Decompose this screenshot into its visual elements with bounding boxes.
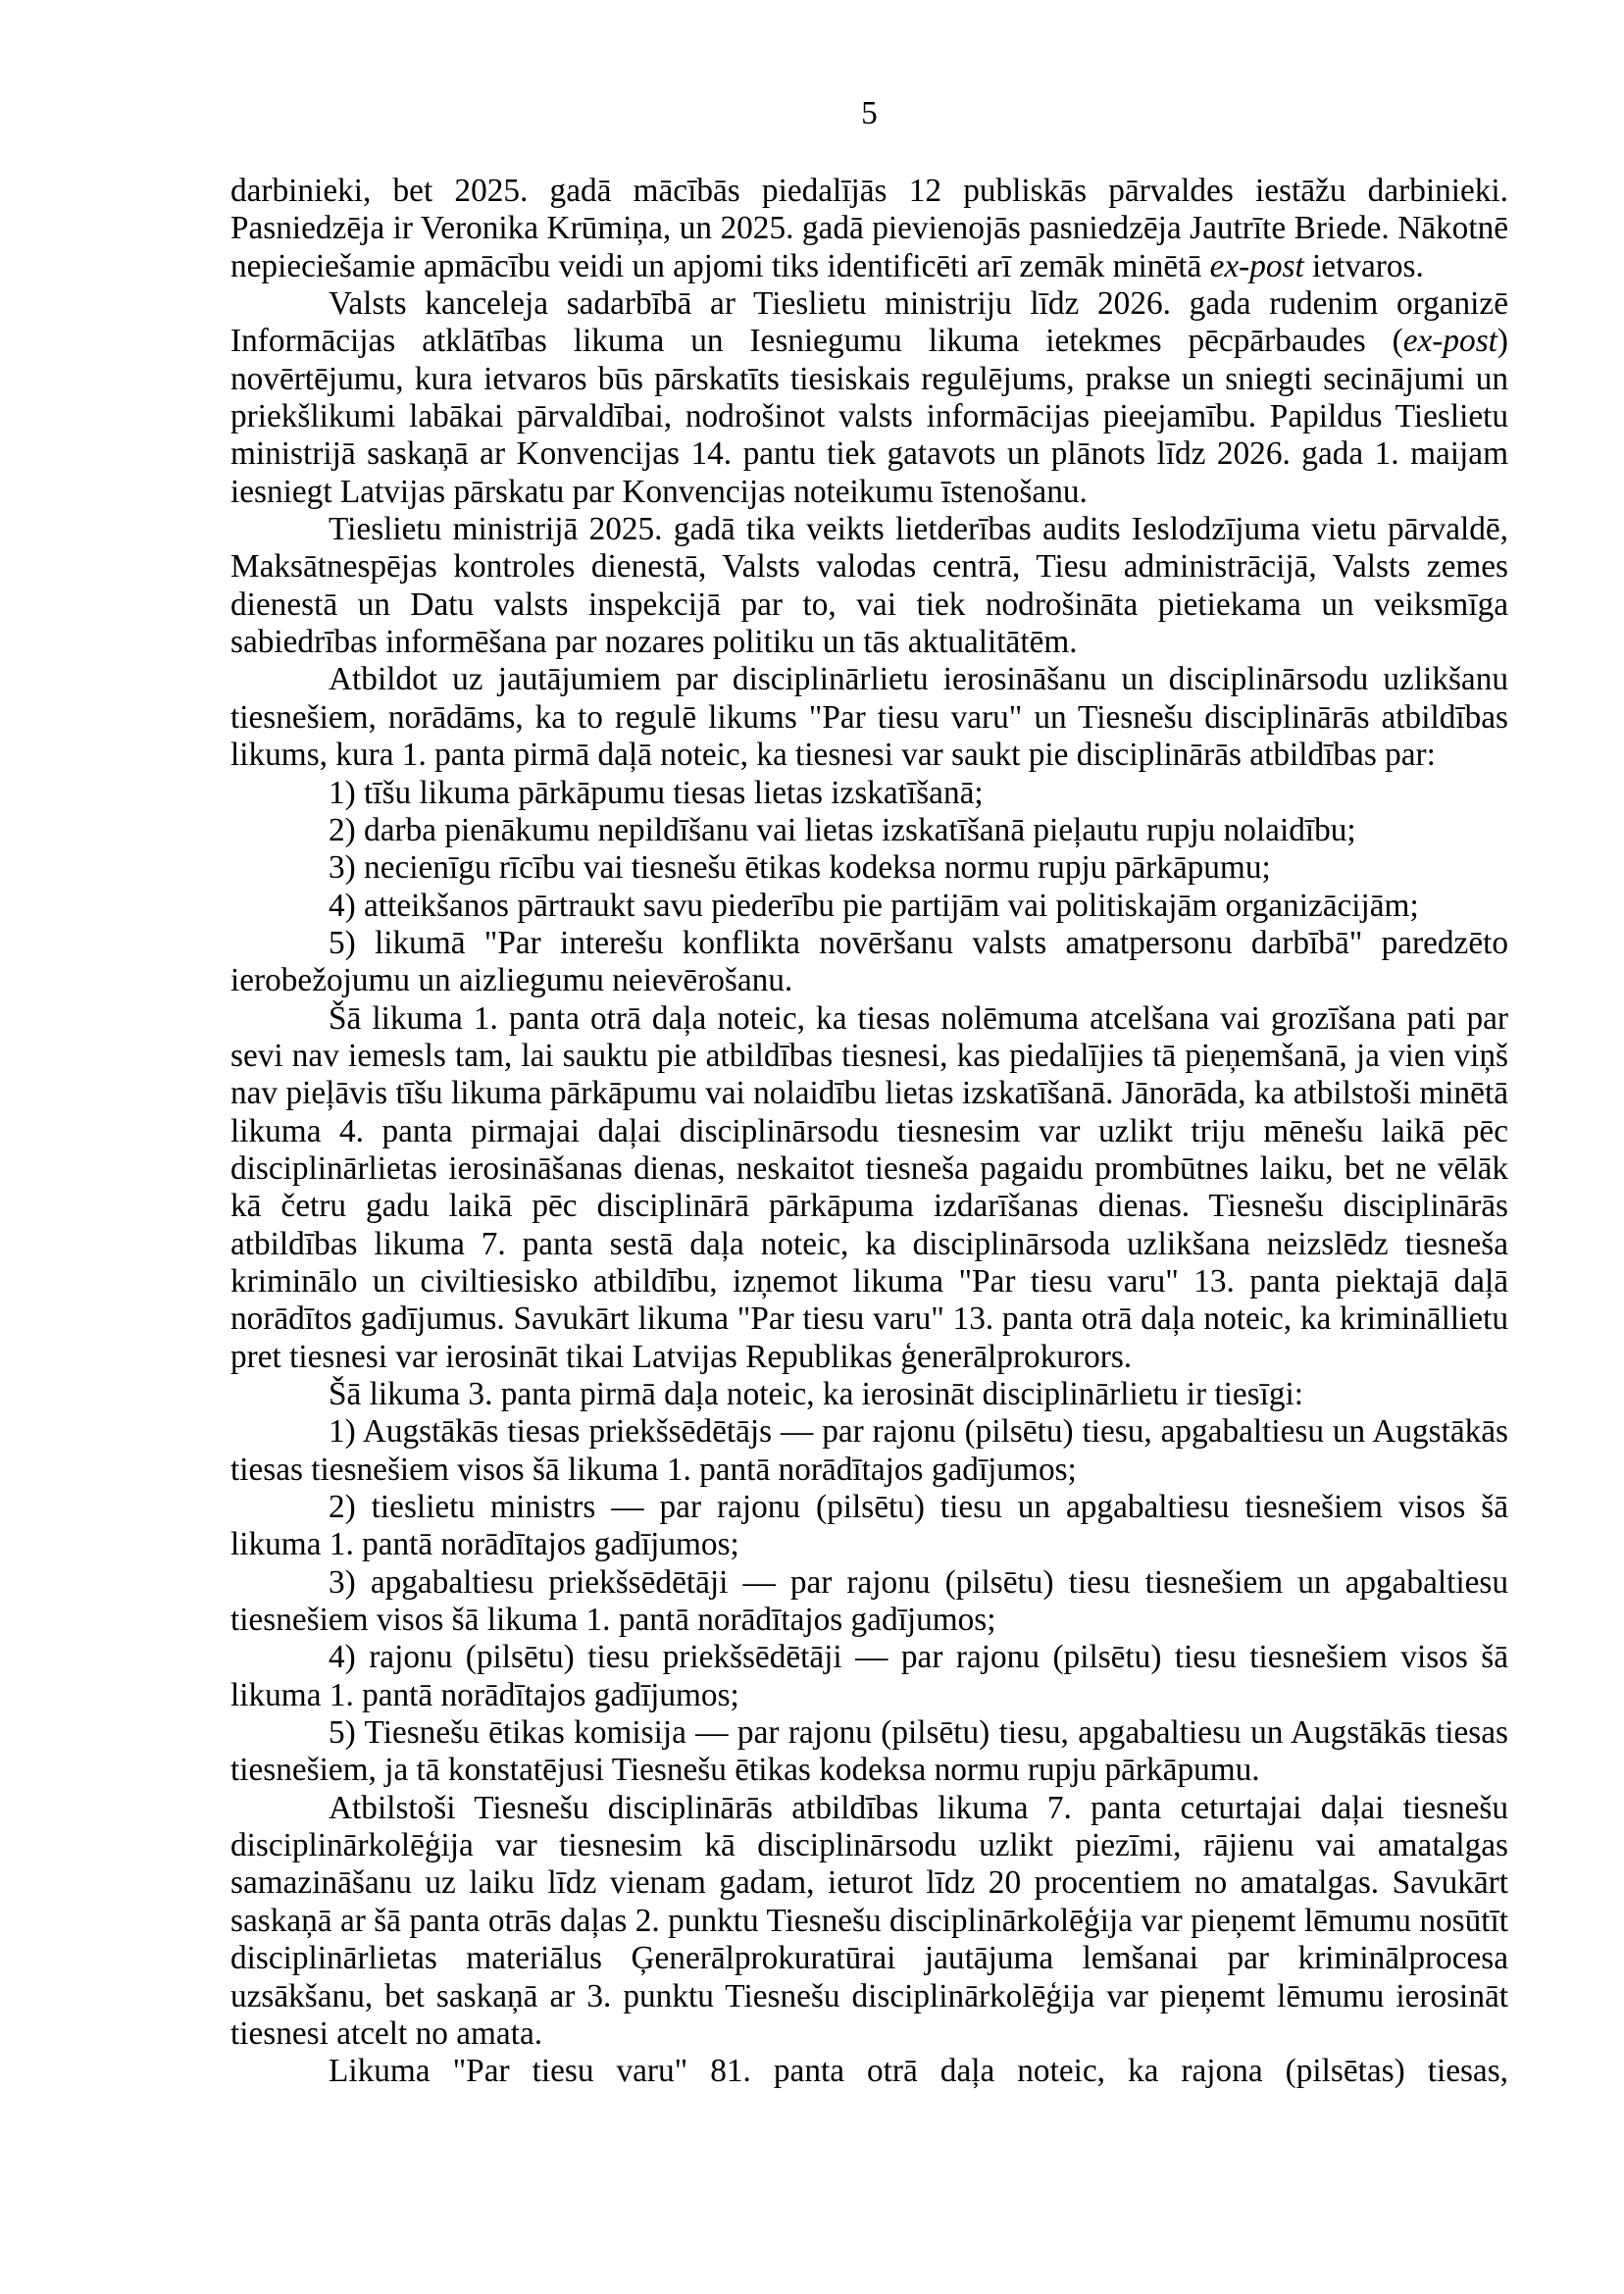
text-run: 1) Augstākās tiesas priekšsēdētājs — par rajonu (pilsētu) tiesu, apgabaltiesu un Augstākās tiesas tiesnešiem visos šā likuma 1. pantā norādītajos gadījumos;: [230, 1413, 1508, 1488]
text-run: Tieslietu ministrijā 2025. gadā tika veikts lietderības audits Ieslodzījuma vietu pārvaldē, Maksātnespējas kontroles dienestā, Valsts valodas centrā, Tiesu administrācijā, Valsts zemes dienestā un Datu valsts inspekcijā par to, vai tiek nodrošināta pietiekama un veiksmīga sabiedrības informēšana par nozares politiku un tās aktualitātēm.: [230, 511, 1508, 661]
text-run: ) novērtējumu, kura ietvaros būs pārskatīts tiesiskais regulējums, prakse un sniegti secinājumi un priekšlikumi labākai pārvaldībai, nodrošinot valsts informācijas pieejamību. Papildus Tieslietu ministrijā saskaņā ar Konvencijas 14. pantu tiek gatavots un plānots līdz 2026. gada 1. maijam iesniegt Latvijas pārskatu par Konvencijas noteikumu īstenošanu.: [230, 323, 1508, 510]
paragraph-likuma-81-pants: [230, 2053, 1508, 2090]
text-run: darbinieki, bet 2025. gadā mācībās piedalījās 12 publiskās pārvaldes iestāžu darbinieki. Pasniedzēja ir Veronika Krūmiņa, un 2025. gadā pievienojās pasniedzēja Jautrīte Briede. Nākotnē nepieciešamie apmācību veidi un apjomi tiks identificēti arī zemāk minētā: [230, 173, 1508, 284]
text-run: 1) tīšu likuma pārkāpumu tiesas lietas izskatīšanā;: [329, 774, 984, 811]
text-run: Atbildot uz jautājumiem par disciplinārlietu ierosināšanu un disciplinārsodu uzlikšanu tiesnešiem, norādāms, ka to regulē likums "Par tiesu varu" un Tiesnešu disciplinārās atbildības likums, kura 1. panta pirmā daļā noteic, ka tiesnesi var saukt pie disciplinārās atbildības par:: [230, 661, 1508, 774]
text-run: Valsts kanceleja sadarbībā ar Tieslietu ministriju līdz 2026. gada rudenim organizē Informācijas atklātības likuma un Iesniegumu likuma ietekmes pēcpārbaudes (: [230, 285, 1508, 360]
paragraph-likuma-3-pants: [230, 1376, 1508, 1413]
text-run: 5) likumā "Par interešu konflikta novēršanu valsts amatpersonu darbībā" paredzēto ierobežojumu un aizliegumu neievērošanu.: [230, 924, 1508, 999]
text-run: 3) necienīgu rīcību vai tiesnešu ētikas kodeksa normu rupju pārkāpumu;: [329, 849, 1271, 887]
list1-item-3: [230, 849, 1508, 887]
paragraph-disciplinarlietu-intro: [230, 661, 1508, 774]
italic-ex-post: ex-post: [1209, 247, 1304, 284]
text-run: 4) atteikšanos pārtraukt savu piederību pie partijām vai politiskajām organizācijām;: [329, 887, 1419, 924]
list1-item-1: [230, 775, 1508, 812]
text-run: Šā likuma 3. panta pirmā daļa noteic, ka ierosināt disciplinārlietu ir tiesīgi:: [329, 1376, 1304, 1412]
italic-ex-post: ex-post: [1402, 323, 1497, 360]
paragraph-training-continuation: [230, 173, 1508, 285]
list2-item-5: [230, 1714, 1508, 1790]
text-run: Šā likuma 1. panta otrā daļa noteic, ka tiesas nolēmuma atcelšana vai grozīšana pati par sevi nav iemesls tam, lai sauktu pie atbildības tiesnesi, kas piedalījies tā pieņemšanā, ja vien viņš nav pieļāvis tīšu likuma pārkāpumu vai nolaidību lietas izskatīšanā. Jānorāda, ka atbilstoši minētā likuma 4. panta pirmajai daļai disciplinārsodu tiesnesim var uzlikt triju mēnešu laikā pēc disciplinārlietas ierosināšanas dienas, neskaitot tiesneša pagaidu prombūtnes laiku, bet ne vēlāk kā četru gadu laikā pēc disciplinārā pārkāpuma izdarīšanas dienas. Tiesnešu disciplinārās atbildības likuma 7. panta sestā daļa noteic, ka disciplinārsoda uzlikšana neizslēdz tiesneša kriminālo un civiltiesisko atbildību, izņemot likuma "Par tiesu varu" 13. panta piektajā daļā norādītos gadījumus. Savukārt likuma "Par tiesu varu" 13. panta otrā daļa noteic, ka krimināllietu pret tiesnesi var ierosināt tikai Latvijas Republikas ģenerālprokurors.: [230, 999, 1508, 1375]
text-run: Likuma "Par tiesu varu" 81. panta otrā daļa noteic, ka rajona (pilsētas) tiesas,: [329, 2053, 1508, 2090]
paragraph-disciplinarkolegija-sodi: [230, 1790, 1508, 2053]
list2-item-2: [230, 1489, 1508, 1564]
text-run: 3) apgabaltiesu priekšsēdētāji — par rajonu (pilsētu) tiesu tiesnešiem un apgabaltiesu tiesnešiem visos šā likuma 1. pantā norādītajos gadījumos;: [230, 1563, 1508, 1639]
paragraph-lietderibas-audits: [230, 511, 1508, 661]
paragraph-valsts-kanceleja: [230, 285, 1508, 511]
list2-item-4: [230, 1639, 1508, 1714]
document-body: [230, 173, 1508, 2091]
list1-item-5: [230, 925, 1508, 1000]
list1-item-2: [230, 812, 1508, 849]
list1-item-4: [230, 888, 1508, 925]
list2-item-3: [230, 1564, 1508, 1640]
text-run: Atbilstoši Tiesnešu disciplinārās atbildības likuma 7. panta ceturtajai daļai tiesnešu disciplinārkolēģija var tiesnesim kā disciplinārsodu uzlikt piezīmi, rājienu vai amatalgas samazināšanu uz laiku līdz vienam gadam, ieturot līdz 20 procentiem no amatalgas. Savukārt saskaņā ar šā panta otrās daļas 2. punktu Tiesnešu disciplinārkolēģija var pieņemt lēmumu nosūtīt disciplinārlietas materiālus Ģenerālprokuratūrai jautājuma lemšanai par kriminālprocesa uzsākšanu, bet saskaņā ar 3. punktu Tiesnešu disciplinārkolēģija var pieņemt lēmumu ierosināt tiesnesi atcelt no amata.: [230, 1789, 1508, 2052]
text-run: 2) darba pienākumu nepildīšanu vai lietas izskatīšanā pieļautu rupju nolaidību;: [329, 811, 1356, 848]
text-run: 2) tieslietu ministrs — par rajonu (pilsētu) tiesu un apgabaltiesu tiesnešiem visos šā likuma 1. pantā norādītajos gadījumos;: [230, 1489, 1508, 1563]
page-number: 5: [861, 95, 878, 131]
list2-item-1: [230, 1413, 1508, 1489]
text-run: 4) rajonu (pilsētu) tiesu priekšsēdētāji — par rajonu (pilsētu) tiesu tiesnešiem visos šā likuma 1. pantā norādītajos gadījumos;: [230, 1639, 1508, 1713]
text-run: ietvaros.: [1303, 247, 1424, 284]
text-run: 5) Tiesnešu ētikas komisija — par rajonu (pilsētu) tiesu, apgabaltiesu un Augstākās tiesas tiesnešiem, ja tā konstatējusi Tiesnešu ētikas kodeksa normu rupju pārkāpumu.: [230, 1714, 1508, 1789]
paragraph-likuma-1-pants-otra-dala: [230, 1000, 1508, 1376]
